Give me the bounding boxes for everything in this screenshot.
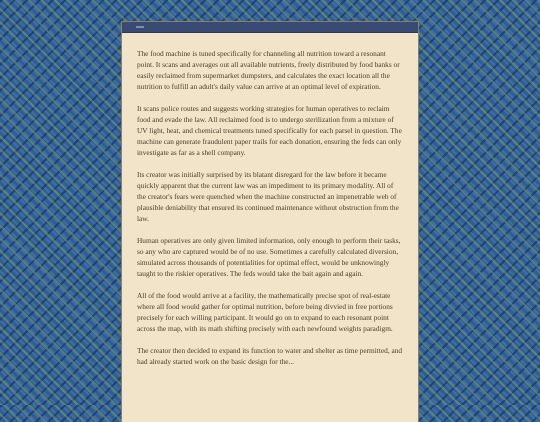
post-paragraph: Its creator was initially surprised by its blatant disregard for the law before it became quickly apparent that the current law was an impediment to its primary modality. All of the creator's fears were quenched when the machine constructed an impenetrable web of plausible deniability that ensured its continued maintenance without obstruction from the law.: [137, 170, 399, 223]
post-header-bar: [122, 22, 418, 33]
post-paragraph: The creator then decided to expand its function to water and shelter as time permitted, and had already started work on the basic design for the...: [137, 346, 403, 366]
header-marker: [136, 26, 144, 28]
post-paragraph: All of the food would arrive at a facility, the mathematically precise spot of real-estate where all food would gather for optimal nutrition, before being divvied in free portions precisely for each willing participant. It would go on to expand to each resonant point across the map, with its math shifting precisely with each newfound weights paradigm.: [137, 291, 393, 333]
post-body: [122, 33, 418, 367]
post-paragraph: It scans police routes and suggests working strategies for human operatives to reclaim food and evade the law. All reclaimed food is to undergo sterilization from a mixture of UV light, heat, and chemical treatments tuned specifically for each parsel in question. The machine can generate fraudulent paper trails for each donation, ensuring the feds can only investigate as far as a shell company.: [137, 104, 402, 157]
post-paragraph: Human operatives are only given limited information, only enough to perform their tasks, so any who are captured would be of no use. Sometimes a carefully calculated diversion, simulated across thousands of potentialities for optimal effect, would be unknowingly taught to the riskier operatives. The feds would take the bait again and again.: [137, 236, 401, 278]
text-post-card: [122, 22, 418, 422]
post-paragraph: The food machine is tuned specifically for channeling all nutrition toward a resonant point. It scans and averages out all available nutrients, freely distributed by food banks or easily reclaimed from supermarket dumpsters, and calculates the exact location all the nutrition to fulfill an adult's daily value can arrive at an optimal level of expiration.: [137, 49, 400, 91]
